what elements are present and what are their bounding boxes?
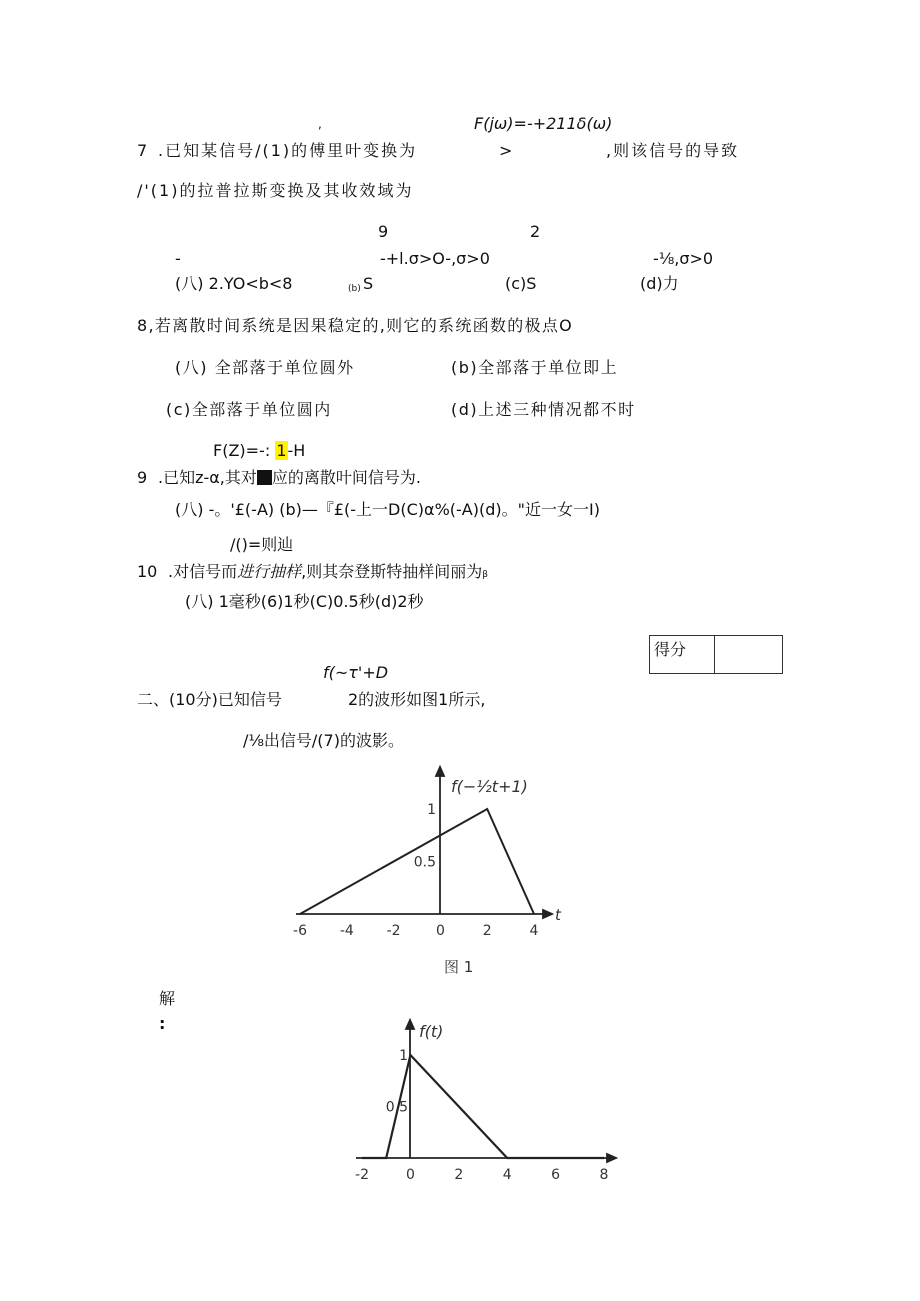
part2-formula: f(~τ'+D xyxy=(323,663,389,682)
part2-line2: /⅛出信号/(7)的波影。 xyxy=(243,731,404,750)
q10-options: (八) 1毫秒(6)1秒(C)0.5秒(d)2秒 xyxy=(185,592,424,611)
fig2-x-arrow xyxy=(607,1154,616,1162)
q7-number: 7 xyxy=(137,141,148,160)
fig2-y-tick-label: 0.5 xyxy=(385,1099,408,1116)
q9-stem-a: .已知z-α,其对 xyxy=(158,468,257,487)
q9-number: 9 xyxy=(137,468,148,487)
q8-option-a: (八) 全部落于单位圆外 xyxy=(175,358,355,377)
fig2-x-tick-label: 4 xyxy=(502,1167,512,1183)
fig1-y-tick-label: 0.5 xyxy=(413,854,436,871)
q7-stem-line2: /'(1)的拉普拉斯变换及其收效域为 xyxy=(137,181,414,200)
q7-tick: , xyxy=(318,117,322,131)
q7-option-a: (八) 2.YO<b<8 xyxy=(175,274,293,293)
fig1-x-tick-label: -4 xyxy=(339,923,354,939)
q7-roc-b: -+l.σ>O-,σ>0 xyxy=(380,249,490,268)
q9-formula-post: -H xyxy=(287,441,306,460)
fig1-x-tick-label: 2 xyxy=(482,923,492,939)
q7-option-b-label: (b) xyxy=(348,284,361,294)
fig2-x-tick-label: 8 xyxy=(599,1167,609,1183)
q7-option-d: (d)力 xyxy=(640,274,679,293)
solution-colon: : xyxy=(159,1014,166,1033)
q7-roc-d: -⅛,σ>0 xyxy=(653,249,714,268)
q8-option-d: (d)上述三种情况都不时 xyxy=(451,400,636,419)
fig1-xlabel: t xyxy=(555,906,561,924)
fig2-y-tick-label: 1 xyxy=(399,1048,408,1064)
q10-stem-b: ,则其奈登斯特抽样间丽为 xyxy=(301,562,483,581)
q7-gt-symbol: > xyxy=(499,141,513,160)
q9-stem-b: 应的离散叶间信号为. xyxy=(271,468,421,487)
score-label: 得分 xyxy=(654,640,687,659)
q10-stem-a: .对信号而 xyxy=(168,562,238,581)
fig1-x-tick-label: -6 xyxy=(293,923,307,939)
q10-stem-italic: 进行抽样 xyxy=(237,562,302,581)
q7-stem-tail: ,则该信号的导致 xyxy=(606,141,740,160)
solution-label: 解 xyxy=(159,989,176,1008)
q9-formula-pre: F(Z)=-: xyxy=(213,441,276,460)
fig1-x-tick-label: 4 xyxy=(529,923,539,939)
q10-stem-tail: β xyxy=(482,570,488,580)
q10-pre: /()=则辿 xyxy=(230,535,294,554)
fig1-y-tick-label: 1 xyxy=(427,802,436,818)
fig2-x-tick-label: 0 xyxy=(405,1167,415,1183)
q7-frac-num-b: 2 xyxy=(530,222,541,241)
q10-number: 10 xyxy=(137,562,158,581)
q8-option-b: (b)全部落于单位即上 xyxy=(451,358,619,377)
q7-option-b: S xyxy=(363,274,374,293)
part2-line1-b: 2的波形如图1所示, xyxy=(348,690,486,709)
q7-formula: F(jω)=-+211δ(ω) xyxy=(474,114,613,133)
fig1-ylabel: f(−½t+1) xyxy=(451,777,528,796)
q9-options: (八) -。'£(-A) (b)—『£(-上一D(C)α%(-A)(d)。"近一女一I) xyxy=(175,500,600,519)
q7-option-c: (c)S xyxy=(505,274,537,293)
fig2-x-tick-label: -2 xyxy=(355,1167,369,1183)
q8-option-c: (c)全部落于单位圆内 xyxy=(166,400,332,419)
part2-line1-a: 二、(10分)已知信号 xyxy=(137,690,282,709)
q9-formula-highlight: 1 xyxy=(276,441,287,460)
fig1-x-tick-label: 0 xyxy=(435,923,445,939)
fig1-caption: 图 1 xyxy=(444,958,474,976)
fig1-x-tick-label: -2 xyxy=(386,923,401,939)
q8-stem: 8,若离散时间系统是因果稳定的,则它的系统函数的极点O xyxy=(137,316,574,335)
q7-frac-num-a: 9 xyxy=(378,222,389,241)
fig2-ylabel: f(t) xyxy=(419,1022,444,1041)
fig2-x-tick-label: 2 xyxy=(454,1167,464,1183)
q7-stem-line1: .已知某信号/(1)的傅里叶变换为 xyxy=(158,141,418,160)
q7-dash: - xyxy=(175,249,181,268)
fig2-x-tick-label: 6 xyxy=(551,1167,561,1183)
fig2-y-arrow xyxy=(406,1020,414,1029)
